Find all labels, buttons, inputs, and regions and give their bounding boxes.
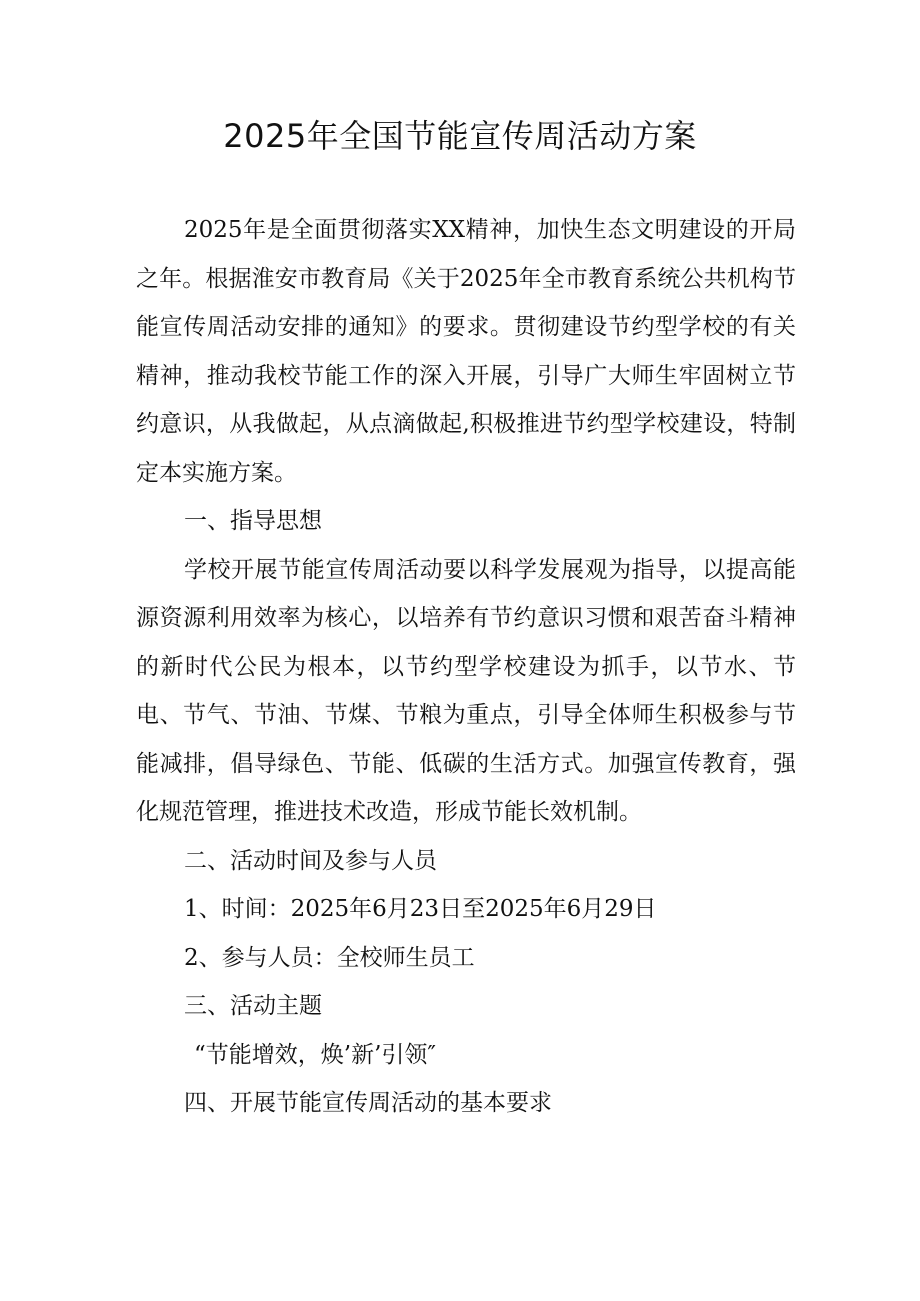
section-heading-basic-requirements: 四、开展节能宣传周活动的基本要求 <box>184 1090 552 1116</box>
intro-paragraph: 2025年是全面贯彻落实XX精神，加快生态文明建设的开局之年。根据淮安市教育局《关于2025年全市教育系统公共机构节能宣传周活动安排的通知》的要求。贯彻建设节约型学校的有关精神，推动我校节能工作的深入开展，引导广大师生牢固树立节约意识，从我做起，从点滴做起,积极推进节约型学校建设，特制定本实施方案。 <box>136 217 796 486</box>
participants-line: 2、参与人员：全校师生员工 <box>184 944 475 971</box>
document-title: 2025年全国节能宣传周活动方案 <box>223 117 697 155</box>
section-heading-theme: 三、活动主题 <box>184 993 322 1019</box>
section-heading-time-and-participants: 二、活动时间及参与人员 <box>184 847 437 874</box>
guiding-ideology-paragraph: 学校开展节能宣传周活动要以科学发展观为指导，以提高能源资源利用效率为核心，以培养有节约意识习惯和艰苦奋斗精神的新时代公民为根本，以节约型学校建设为抓手，以节水、节电、节气、节油、节煤、节粮为重点，引导全体师生积极参与节能减排，倡导绿色、节能、低碳的生活方式。加强宣传教育，强化规范管理，推进技术改造，形成节能长效机制。 <box>136 556 796 825</box>
document-body <box>136 206 796 1128</box>
activity-theme-quote: “节能增效，焕’新’引领″ <box>194 1041 436 1068</box>
section-heading-guiding-ideology: 一、指导思想 <box>184 508 322 534</box>
activity-time-line: 1、时间：2025年6月23日至2025年6月29日 <box>184 896 657 922</box>
